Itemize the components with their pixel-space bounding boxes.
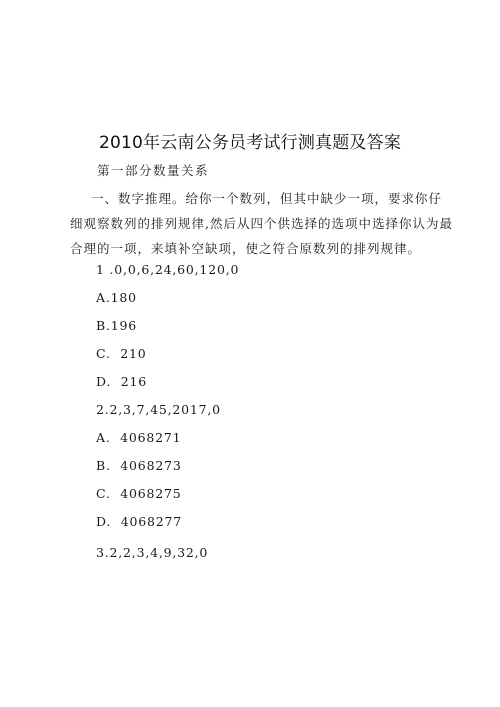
question-2-option-b: B. 4068273: [96, 458, 182, 473]
question-1-option-a: A.180: [96, 290, 137, 305]
section-heading: 第一部分数量关系: [97, 163, 210, 178]
question-1-stem: 1 .0,0,6,24,60,120,0: [96, 262, 240, 277]
question-2-option-d: D. 4068277: [96, 514, 182, 529]
question-2-option-c: C. 4068275: [96, 486, 182, 501]
instructions-paragraph: [70, 186, 453, 261]
instructions-line: 合理的一项，来填补空缺项，使之符合原数列的排列规律。: [70, 241, 422, 256]
question-1-option-c: C. 210: [96, 346, 147, 361]
page-title: 2010年云南公务员考试行测真题及答案: [98, 133, 402, 153]
question-1-option-b: B.196: [96, 318, 138, 333]
question-3-stem: 3.2,2,3,4,9,32,0: [96, 545, 209, 560]
instructions-line: 细观察数列的排列规律,然后从四个供选择的选项中选择你认为最: [70, 216, 453, 231]
instructions-line: 一、数字推理。给你一个数列，但其中缺少一项，要求你仔: [91, 191, 443, 206]
question-2-stem: 2.2,3,7,45,2017,0: [96, 402, 221, 417]
question-2-option-a: A. 4068271: [96, 430, 182, 445]
question-1-option-d: D. 216: [96, 374, 147, 389]
